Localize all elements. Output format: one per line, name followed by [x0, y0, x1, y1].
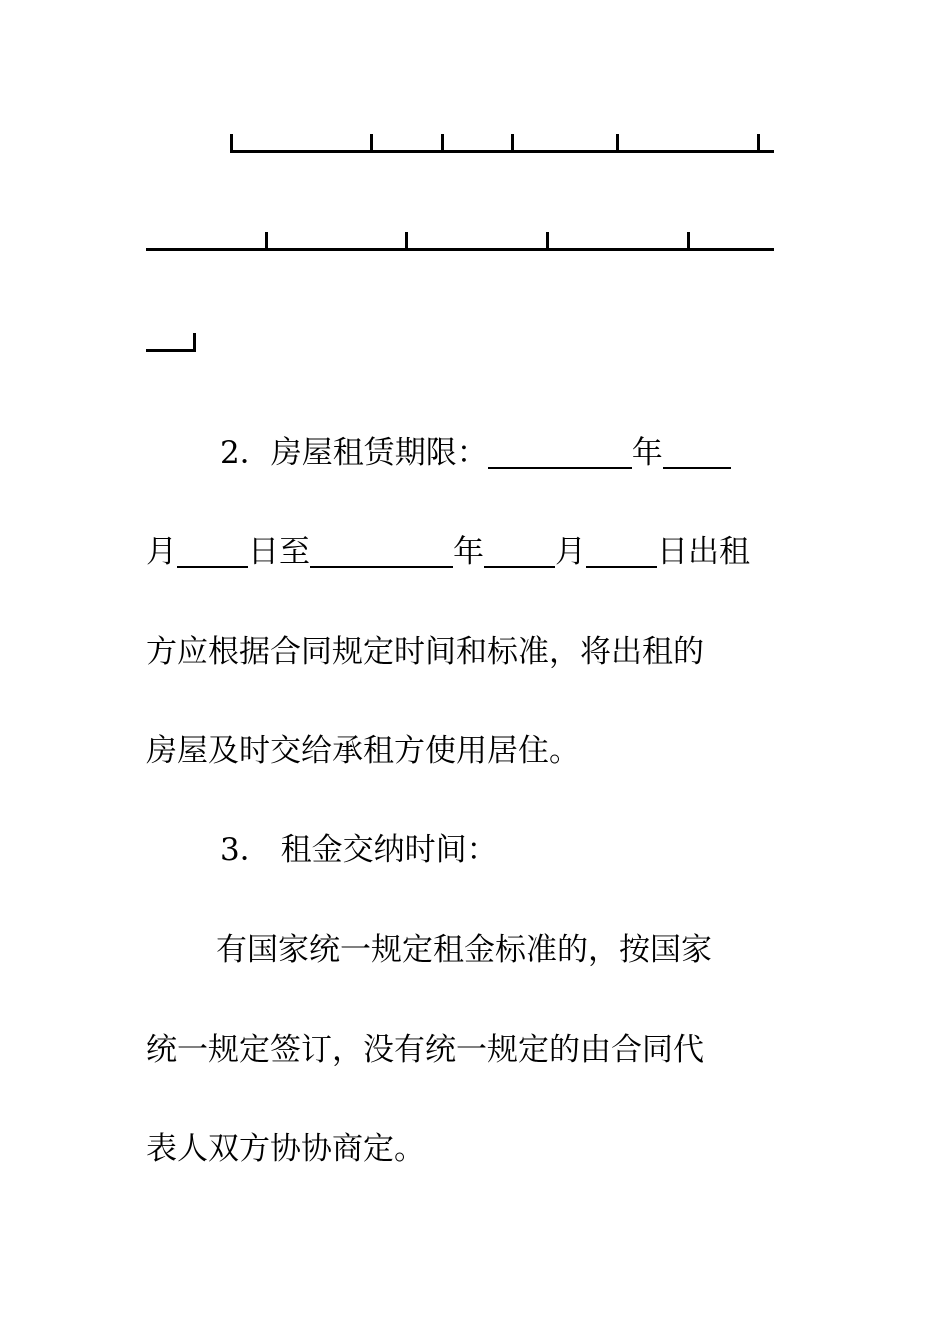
rule-tick: [405, 232, 408, 251]
unit-year: 年: [631, 435, 663, 471]
rule-tick: [370, 134, 373, 153]
section2-line2: [146, 532, 750, 572]
rule-line-row3: [146, 349, 196, 352]
section2-line1: [220, 433, 731, 473]
rule-tick: [546, 232, 549, 251]
section3-para-line1: 有国家统一规定租金标准的，按国家: [216, 932, 712, 968]
rule-tick: [511, 134, 514, 153]
rule-tick: [230, 134, 233, 153]
blank-end-month: [484, 536, 555, 568]
blank-start-day: [177, 536, 248, 568]
section2-line4: 房屋及时交给承租方使用居住。: [146, 733, 580, 769]
rule-tick: [265, 232, 268, 251]
blank-end-year: [310, 536, 453, 568]
section3-heading: 3． 租金交纳时间：: [220, 832, 498, 868]
section3-para-line2: 统一规定签订，没有统一规定的由合同代: [146, 1032, 704, 1068]
rule-line-row2: [146, 248, 774, 251]
unit-day-to: 日至: [248, 534, 310, 570]
rule-tick: [616, 134, 619, 153]
rule-tick: [757, 134, 760, 153]
section2-line3: 方应根据合同规定时间和标准，将出租的: [146, 634, 704, 670]
rule-line-row1: [230, 150, 774, 153]
unit-day-rent: 日出租: [657, 534, 750, 570]
section2-number: 2．: [220, 435, 271, 471]
rule-tick: [687, 232, 690, 251]
unit-month-2: 月: [555, 534, 586, 570]
blank-start-year: [488, 437, 632, 469]
rule-tick: [193, 333, 196, 352]
unit-month: 月: [146, 534, 177, 570]
section3-para-line3: 表人双方协协商定。: [146, 1131, 425, 1167]
unit-year-2: 年: [453, 534, 484, 570]
blank-end-day: [586, 536, 657, 568]
rule-tick: [441, 134, 444, 153]
section2-label: 房屋租赁期限：: [270, 435, 488, 471]
blank-start-month: [663, 437, 731, 469]
